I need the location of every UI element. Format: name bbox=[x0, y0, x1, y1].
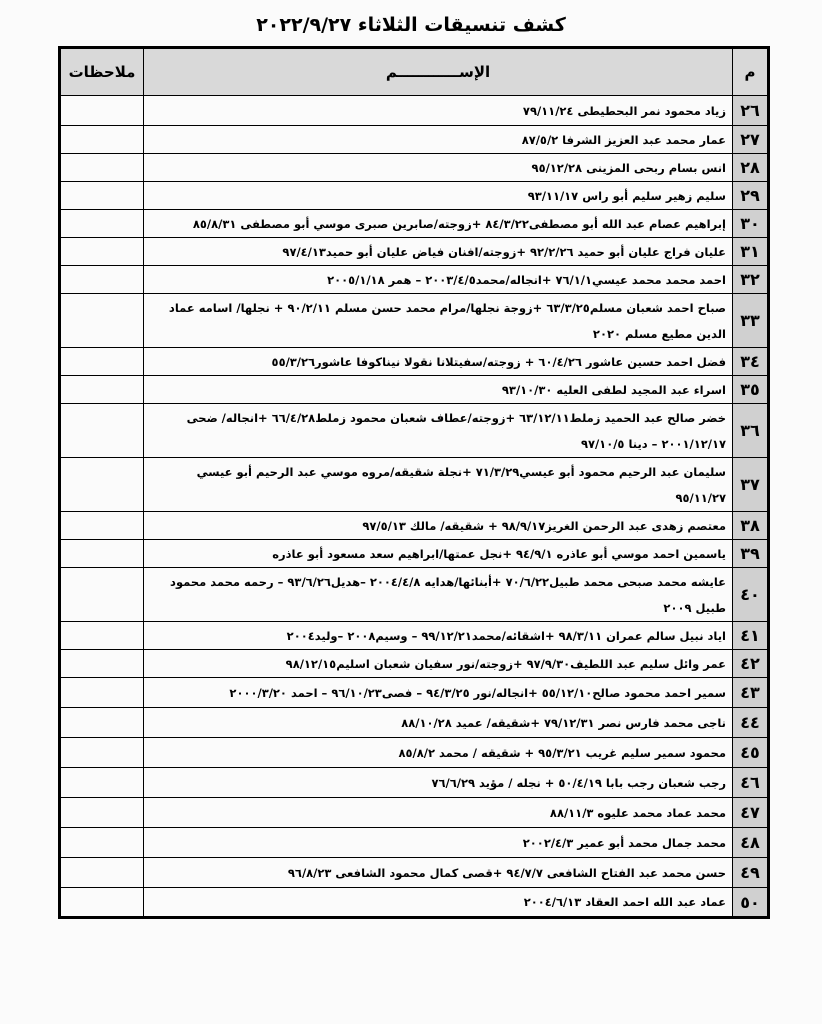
page-title: كشف تنسيقات الثلاثاء ٢٠٢٢/٩/٢٧ bbox=[256, 14, 566, 36]
table-row bbox=[60, 512, 769, 540]
row-number: ٤١ bbox=[733, 622, 769, 650]
row-number: ٤٢ bbox=[733, 650, 769, 678]
row-number: ٤٩ bbox=[733, 858, 769, 888]
row-name: ياسمين احمد موسي أبو عاذره ٩٤/٩/١ +نجل عمتها/ابراهيم سعد مسعود أبو عاذره bbox=[144, 540, 733, 568]
row-name: عايشه محمد صبحى محمد طبيل٧٠/٦/٢٢ +أبنائها/هدايه ٢٠٠٤/٤/٨ –هديل٩٣/٦/٢٦ – رحمه محمد محمود طبيل ٢٠٠٩ bbox=[144, 568, 733, 622]
row-note bbox=[60, 650, 144, 678]
table-row bbox=[60, 210, 769, 238]
row-number: ٣٠ bbox=[733, 210, 769, 238]
row-note bbox=[60, 798, 144, 828]
row-note bbox=[60, 622, 144, 650]
row-note bbox=[60, 768, 144, 798]
table-row bbox=[60, 376, 769, 404]
table-row bbox=[60, 858, 769, 888]
row-name: إبراهيم عصام عبد الله أبو مصطفى٨٤/٣/٢٢ +زوجته/صابرين صبرى موسي أبو مصطفى ٨٥/٨/٣١ bbox=[144, 210, 733, 238]
row-name: عليان فراج عليان أبو حميد ٩٢/٢/٢٦ +زوجته/افنان فياض عليان أبو حميد٩٧/٤/١٣ bbox=[144, 238, 733, 266]
table-row bbox=[60, 404, 769, 458]
row-note bbox=[60, 678, 144, 708]
row-number: ٣٥ bbox=[733, 376, 769, 404]
row-note bbox=[60, 154, 144, 182]
row-note bbox=[60, 708, 144, 738]
row-name: حسن محمد عبد الفتاح الشافعى ٩٤/٧/٧ +قصى كمال محمود الشافعى ٩٦/٨/٢٣ bbox=[144, 858, 733, 888]
row-number: ٣٧ bbox=[733, 458, 769, 512]
row-number: ٣٩ bbox=[733, 540, 769, 568]
row-note bbox=[60, 376, 144, 404]
row-name: عماد عبد الله احمد العقاد ٢٠٠٤/٦/١٣ bbox=[144, 888, 733, 918]
header-number: م bbox=[733, 48, 769, 96]
row-note bbox=[60, 266, 144, 294]
row-note bbox=[60, 738, 144, 768]
row-note bbox=[60, 126, 144, 154]
table-row bbox=[60, 182, 769, 210]
row-number: ٣٢ bbox=[733, 266, 769, 294]
row-note bbox=[60, 210, 144, 238]
table-row bbox=[60, 650, 769, 678]
table-row bbox=[60, 266, 769, 294]
row-number: ٣٦ bbox=[733, 404, 769, 458]
row-note bbox=[60, 238, 144, 266]
table-row bbox=[60, 568, 769, 622]
row-number: ٤٨ bbox=[733, 828, 769, 858]
row-note bbox=[60, 568, 144, 622]
row-number: ٤٤ bbox=[733, 708, 769, 738]
row-name: محمود سمير سليم غريب ٩٥/٣/٢١ + شقيقه / محمد ٨٥/٨/٢ bbox=[144, 738, 733, 768]
header-notes: ملاحظات bbox=[60, 48, 144, 96]
row-name: عمار محمد عبد العزيز الشرفا ٨٧/٥/٢ bbox=[144, 126, 733, 154]
row-name: صباح احمد شعبان مسلم٦٣/٣/٢٥ +زوجة نجلها/مرام محمد حسن مسلم ٩٠/٢/١١ + نجلها/ اسامه عماد الدين مطيع مسلم ٢٠٢٠ bbox=[144, 294, 733, 348]
row-name: سليمان عبد الرحيم محمود أبو عيسي٧١/٣/٢٩ +نجلة شقيقه/مروه موسي عبد الرحيم أبو عيسي ٩٥/١١/٢٧ bbox=[144, 458, 733, 512]
row-name: محمد جمال محمد أبو عمير ٢٠٠٢/٤/٣ bbox=[144, 828, 733, 858]
row-name: ناجى محمد فارس نصر ٧٩/١٢/٣١ +شقيقه/ عميد ٨٨/١٠/٢٨ bbox=[144, 708, 733, 738]
row-note bbox=[60, 540, 144, 568]
row-note bbox=[60, 512, 144, 540]
table-row bbox=[60, 540, 769, 568]
table-row bbox=[60, 678, 769, 708]
table-row bbox=[60, 738, 769, 768]
table-body bbox=[60, 96, 769, 918]
row-number: ٤٣ bbox=[733, 678, 769, 708]
row-number: ٣٣ bbox=[733, 294, 769, 348]
table-row bbox=[60, 798, 769, 828]
table-row bbox=[60, 348, 769, 376]
table-row bbox=[60, 126, 769, 154]
row-number: ٤٠ bbox=[733, 568, 769, 622]
row-note bbox=[60, 182, 144, 210]
table-row bbox=[60, 768, 769, 798]
row-name: سليم زهير سليم أبو راس ٩٣/١١/١٧ bbox=[144, 182, 733, 210]
row-number: ٤٧ bbox=[733, 798, 769, 828]
row-note bbox=[60, 858, 144, 888]
row-number: ٤٦ bbox=[733, 768, 769, 798]
table-row bbox=[60, 238, 769, 266]
row-name: محمد عماد محمد عليوه ٨٨/١١/٣ bbox=[144, 798, 733, 828]
row-note bbox=[60, 96, 144, 126]
row-number: ٣٨ bbox=[733, 512, 769, 540]
row-name: اسراء عبد المجيد لطفى العليه ٩٣/١٠/٣٠ bbox=[144, 376, 733, 404]
table-row bbox=[60, 828, 769, 858]
table-row bbox=[60, 888, 769, 918]
row-number: ٢٨ bbox=[733, 154, 769, 182]
row-name: سمير احمد محمود صالح٥٥/١٢/١٠ +انجاله/نور ٩٤/٣/٢٥ – فصى٩٦/١٠/٢٣ – احمد ٢٠٠٠/٣/٢٠ bbox=[144, 678, 733, 708]
row-note bbox=[60, 348, 144, 376]
row-name: زياد محمود نمر البحطيطى ٧٩/١١/٢٤ bbox=[144, 96, 733, 126]
row-name: خضر صالح عبد الحميد زملط٦٣/١٢/١١ +زوجته/عطاف شعبان محمود زملط٦٦/٤/٢٨ +انجاله/ ضحى ٢٠٠١/١٢/١٧ – دينا ٩٧/١٠/٥ bbox=[144, 404, 733, 458]
table-row bbox=[60, 154, 769, 182]
table-row bbox=[60, 622, 769, 650]
row-number: ٢٦ bbox=[733, 96, 769, 126]
row-note bbox=[60, 888, 144, 918]
row-note bbox=[60, 828, 144, 858]
row-note bbox=[60, 458, 144, 512]
row-name: عمر وائل سليم عبد اللطيف٩٧/٩/٣٠ +زوجته/نور سفيان شعبان اسليم٩٨/١٢/١٥ bbox=[144, 650, 733, 678]
row-number: ٤٥ bbox=[733, 738, 769, 768]
row-name: احمد محمد محمد عيسي٧٦/١/١ +انجاله/محمد٢٠٠٣/٤/٥ – همر ٢٠٠٥/١/١٨ bbox=[144, 266, 733, 294]
names-table bbox=[58, 46, 770, 919]
row-name: انس بسام ربحى المزينى ٩٥/١٢/٢٨ bbox=[144, 154, 733, 182]
table-header-row bbox=[60, 48, 769, 96]
table-row bbox=[60, 458, 769, 512]
row-name: معتصم زهدى عبد الرحمن الغريز٩٨/٩/١٧ + شقيقه/ مالك ٩٧/٥/١٣ bbox=[144, 512, 733, 540]
row-number: ٢٧ bbox=[733, 126, 769, 154]
row-name: رجب شعبان رجب بابا ٥٠/٤/١٩ + نجله / مؤيد ٧٦/٦/٢٩ bbox=[144, 768, 733, 798]
row-number: ٣١ bbox=[733, 238, 769, 266]
row-name: فضل احمد حسين عاشور ٦٠/٤/٢٦ + زوجته/سفيتلانا نقولا نيناكوفا عاشور٥٥/٣/٢٦ bbox=[144, 348, 733, 376]
header-name: الإســــــــــــم bbox=[144, 48, 733, 96]
row-number: ٥٠ bbox=[733, 888, 769, 918]
row-note bbox=[60, 404, 144, 458]
row-number: ٢٩ bbox=[733, 182, 769, 210]
row-note bbox=[60, 294, 144, 348]
row-number: ٣٤ bbox=[733, 348, 769, 376]
row-name: اياد نبيل سالم عمران ٩٨/٣/١١ +اشقائه/محمد٩٩/١٢/٢١ – وسيم٢٠٠٨ –وليد٢٠٠٤ bbox=[144, 622, 733, 650]
table-row bbox=[60, 294, 769, 348]
table-row bbox=[60, 708, 769, 738]
table-row bbox=[60, 96, 769, 126]
